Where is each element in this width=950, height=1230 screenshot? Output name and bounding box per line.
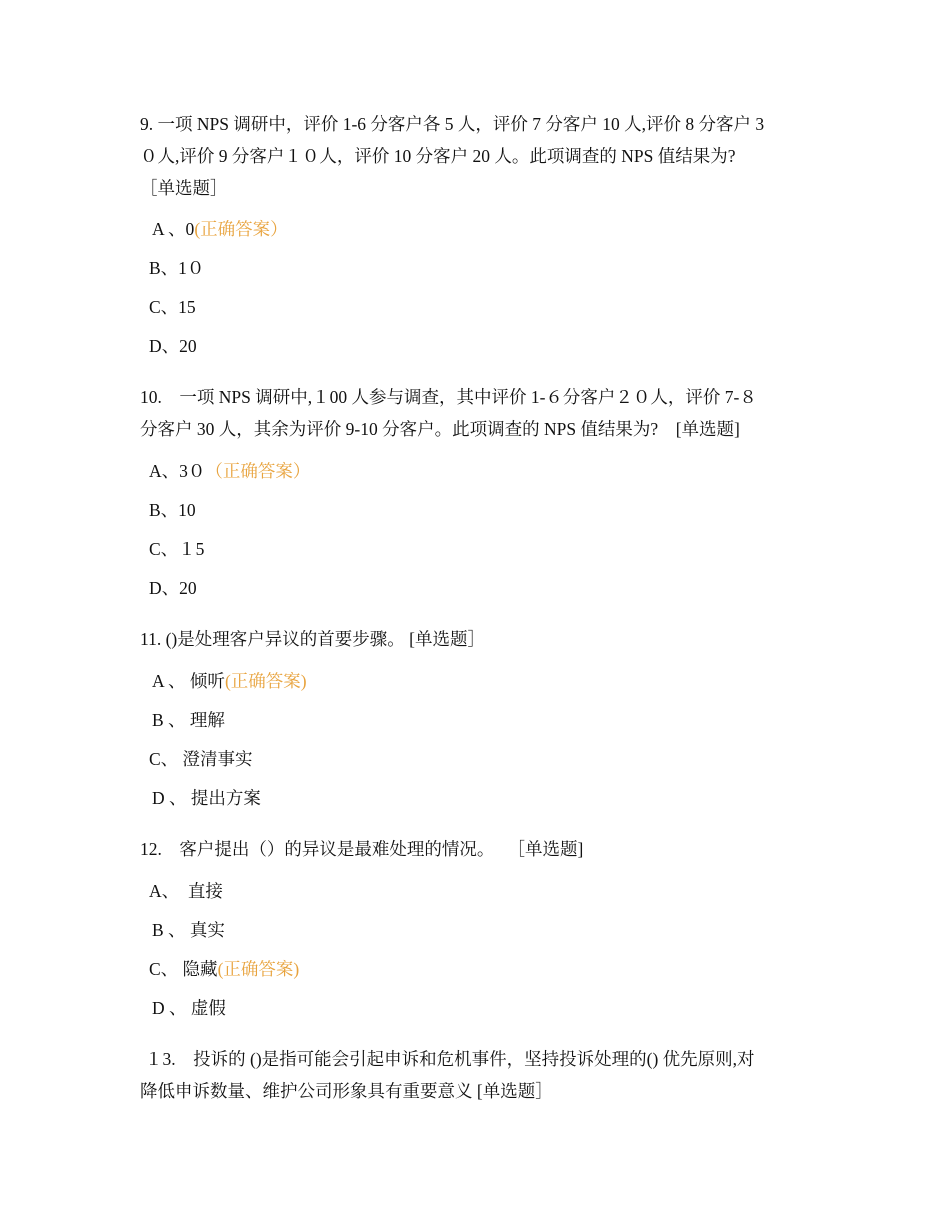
correct-answer-mark: (正确答案) <box>224 671 307 691</box>
question-13-text-line-2: 降低申诉数量、维护公司形象具有重要意义 [单选题］ <box>140 1081 553 1101</box>
question-10-option-b: B、10 <box>149 500 196 520</box>
question-9-text-line-1: 9. 一项 NPS 调研中，评价 1-6 分客户各 5 人，评价 7 分客户 10 人,评价 8 分客户 3 <box>140 114 765 134</box>
question-10-option-d: D、20 <box>149 578 197 598</box>
question-11-option-d: D 、 提出方案 <box>152 788 261 808</box>
question-12-option-c: C、 隐藏(正确答案) <box>149 959 300 979</box>
question-13-text-line-1: １3. 投诉的 ()是指可能会引起申诉和危机事件，坚持投诉处理的() 优先原则,对 <box>145 1049 755 1069</box>
question-9-text-line-2: ０人,评价 9 分客户１０人，评价 10 分客户 20 人。此项调查的 NPS 值结果为? <box>140 146 736 166</box>
question-9-option-b: B、1０ <box>149 258 205 278</box>
question-12-option-a: A、 直接 <box>149 881 223 901</box>
question-9-option-a: A 、0(正确答案） <box>152 219 288 239</box>
question-12-option-d: D 、 虚假 <box>152 998 226 1018</box>
correct-answer-mark: （正确答案） <box>205 461 311 481</box>
correct-answer-mark: (正确答案） <box>194 219 288 239</box>
question-10-option-a: A、3０（正确答案） <box>149 461 311 481</box>
question-11-text-line-1: 11. ()是处理客户异议的首要步骤。 [单选题］ <box>140 629 485 649</box>
question-11-option-c: C、 澄清事实 <box>149 749 253 769</box>
question-9-option-d: D、20 <box>149 336 197 356</box>
question-11-option-a: A 、 倾听(正确答案) <box>152 671 307 691</box>
question-10-text-line-2: 分客户 30 人，其余为评价 9-10 分客户。此项调查的 NPS 值结果为? [单选题] <box>140 419 740 439</box>
question-11-option-b: B 、 理解 <box>152 710 225 730</box>
question-9-option-c: C、15 <box>149 297 196 317</box>
question-12-option-b: B 、 真实 <box>152 920 225 940</box>
correct-answer-mark: (正确答案) <box>217 959 300 979</box>
question-10-text-line-1: 10. 一项 NPS 调研中,１00 人参与调查，其中评价 1-６分客户２０人，评价 7-８ <box>140 387 757 407</box>
question-12-text-line-1: 12. 客户提出（）的异议是最难处理的情况。 ［单选题] <box>140 839 584 859</box>
question-9-type: ［单选题］ <box>140 178 228 198</box>
question-10-option-c: C、１5 <box>149 539 205 559</box>
